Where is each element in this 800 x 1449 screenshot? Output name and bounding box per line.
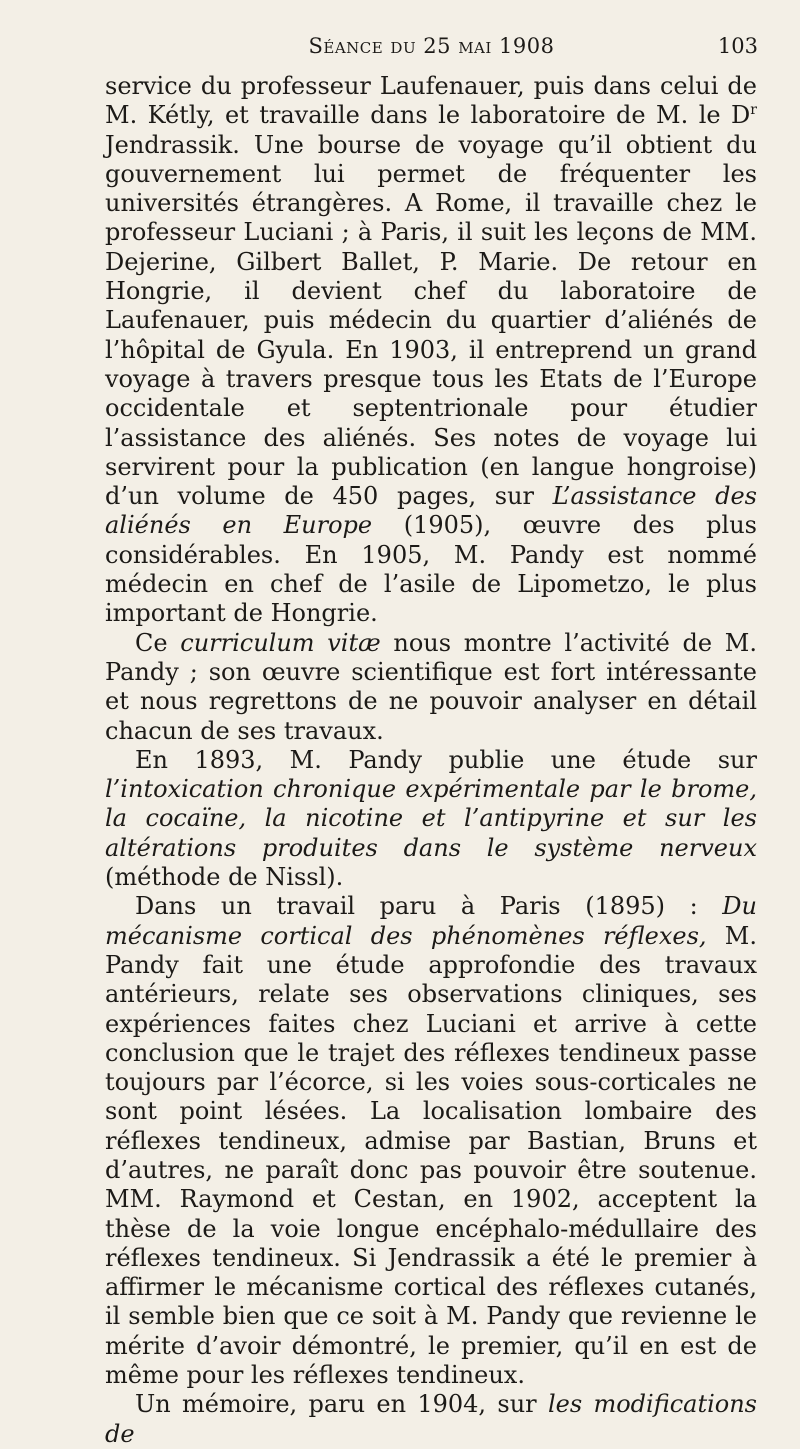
running-head-month: mai (458, 34, 492, 58)
superscript-text: r (750, 102, 757, 119)
page-number: 103 (717, 34, 758, 58)
paragraph-5 (105, 1390, 757, 1449)
text-run: Dans un travail paru à Paris (1895) : (135, 892, 723, 921)
italic-text: Du mécanisme cortical des phénomènes réflexes, (105, 892, 757, 950)
paragraph-3 (105, 746, 757, 892)
text-run: Un mémoire, paru en 1904, sur (135, 1390, 548, 1419)
paragraph-2 (105, 629, 757, 746)
italic-text: les modifications de (105, 1390, 757, 1448)
text-run: Ce (135, 628, 181, 657)
running-head-date: 25 (423, 34, 452, 58)
running-head-prefix: Séance du (308, 34, 417, 58)
italic-text: L’assistance des aliénés en Europe (105, 482, 757, 540)
paragraph-1 (105, 72, 757, 629)
body-text (105, 72, 757, 1449)
page-header (105, 34, 758, 64)
text-run: service du professeur Laufenauer, puis dans celui de M. Kétly, et travaille dans le laboratoire de M. le D (105, 72, 757, 130)
italic-text: l’intoxication chronique expérimentale par le brome, la cocaïne, la nicotine et l’antipyrine et sur les altérations produites dans le système nerveux (105, 775, 757, 862)
text-run: M. Pandy fait une étude approfondie des travaux antérieurs, relate ses observations cliniques, ses expériences faites chez Luciani et arrive à cette conclusion que le trajet des réflexes tendineux passe toujours par l’écorce, si les voies sous-corticales ne sont point lésées. La localisation lombaire des réflexes tendineux, admise par Bastian, Bruns et d’autres, ne paraît donc pas pouvoir être soutenue. MM. Raymond et Cestan, en 1902, acceptent la thèse de la voie longue encéphalo-médullaire des réflexes tendineux. Si Jendrassik a été le premier à affirmer le mécanisme cortical des réflexes cutanés, il semble bien que ce soit à M. Pandy que revienne le mérite d’avoir démontré, le premier, qu’il en est de même pour les réflexes tendineux. (105, 921, 757, 1390)
text-run: nous montre l’activité de M. Pandy ; son œuvre scientifique est fort intéressante et nous regrettons de ne pouvoir analyser en détail chacun de ses travaux. (105, 628, 757, 745)
text-run: (méthode de Nissl). (105, 863, 344, 892)
italic-text: curriculum vitæ (180, 628, 381, 657)
text-run: En 1893, M. Pandy publie une étude sur (135, 745, 757, 774)
running-head (105, 34, 758, 58)
paragraph-4 (105, 892, 757, 1390)
text-run: Jendrassik. Une bourse de voyage qu’il obtient du gouvernement lui permet de fréquenter les universités étrangères. A Rome, il travaille chez le professeur Luciani ; à Paris, il suit les leçons de MM. Dejerine, Gilbert Ballet, P. Marie. De retour en Hongrie, il devient chef du laboratoire de Laufenauer, puis médecin du quartier d’aliénés de l’hôpital de Gyula. En 1903, il entreprend un grand voyage à travers presque tous les Etats de l’Europe occidentale et septentrionale pour étudier l’assistance des aliénés. Ses notes de voyage lui servirent pour la publication (en langue hongroise) d’un volume de 450 pages, sur (105, 130, 757, 511)
running-head-year: 1908 (499, 34, 555, 58)
text-run: (1905), œuvre des plus considérables. En 1905, M. Pandy est nommé médecin en chef de l’asile de Lipometzo, le plus important de Hongrie. (105, 511, 757, 628)
